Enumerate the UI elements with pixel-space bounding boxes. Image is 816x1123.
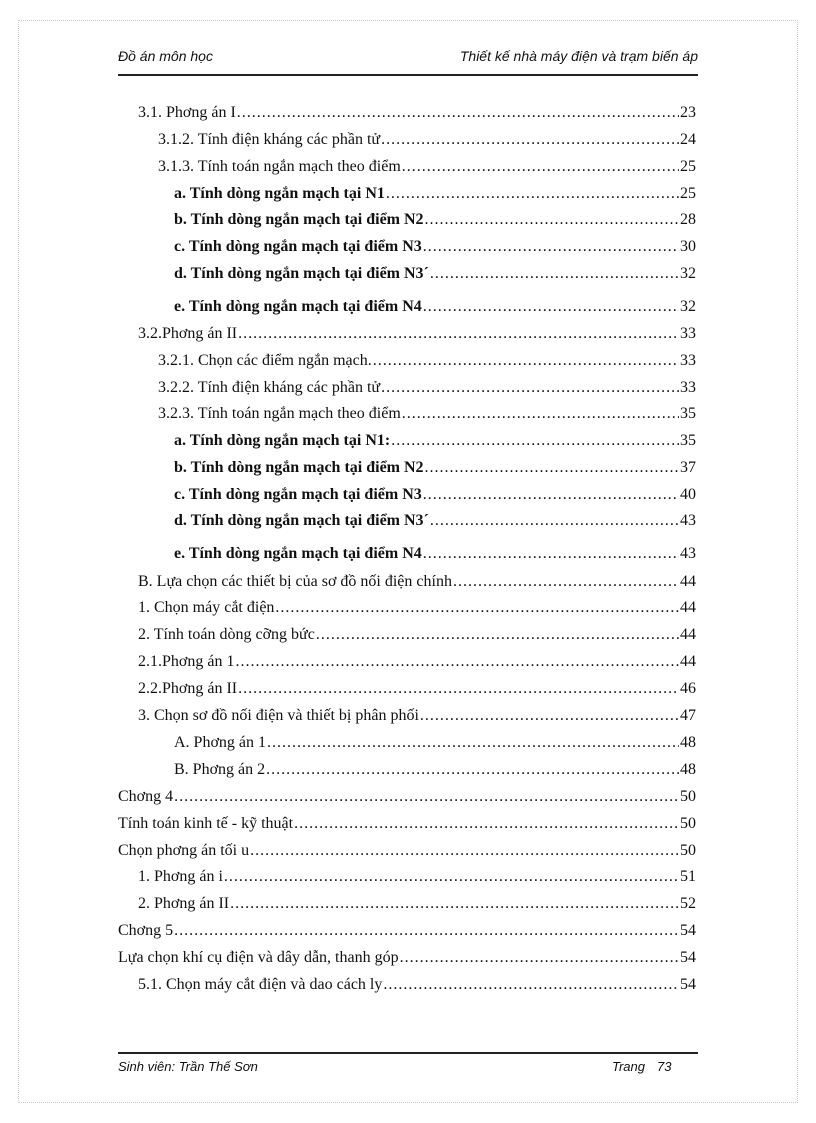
footer-page-label: Trang [612, 1059, 645, 1074]
toc-entry[interactable] [174, 761, 696, 783]
toc-entry-page: 25 [680, 185, 696, 202]
toc-dot-leader [174, 922, 679, 940]
toc-entry-page: 33 [680, 379, 696, 396]
toc-dot-leader [423, 486, 679, 504]
toc-dot-leader [316, 626, 679, 644]
toc-entry-label: 3.2.Phơng án II [138, 325, 238, 342]
toc-entry-label: d. Tính dòng ngắn mạch tại điểm N3ˊ [174, 512, 429, 529]
toc-entry[interactable] [118, 788, 696, 810]
toc-entry-label: c. Tính dòng ngắn mạch tại điểm N3 [174, 238, 422, 255]
footer-rule [118, 1052, 698, 1054]
toc-entry[interactable] [138, 573, 696, 595]
toc-entry[interactable] [174, 211, 696, 233]
toc-dot-leader [430, 265, 679, 283]
toc-entry-label: 3.2.3. Tính toán ngắn mạch theo điểm [158, 405, 401, 422]
toc-entry-label: Lựa chọn khí cụ điện và dây dẫn, thanh góp [118, 949, 399, 966]
toc-entry-page: 35 [680, 432, 696, 449]
toc-dot-leader [174, 788, 679, 806]
toc-entry[interactable] [174, 185, 696, 207]
toc-entry-label: Tính toán kinh tế - kỹ thuật [118, 815, 294, 832]
toc-dot-leader [373, 352, 679, 370]
toc-entry[interactable] [174, 545, 696, 567]
toc-entry-page: 23 [680, 104, 696, 121]
toc-entry[interactable] [158, 405, 696, 427]
toc-entry-label: 1. Chọn máy cắt điện [138, 599, 275, 616]
toc-dot-leader [420, 707, 679, 725]
toc-entry[interactable] [174, 459, 696, 481]
toc-entry[interactable] [118, 949, 696, 971]
toc-dot-leader [266, 761, 679, 779]
toc-entry-page: 50 [680, 815, 696, 832]
toc-entry-page: 28 [680, 211, 696, 228]
toc-entry-label: Chọn phơng án tối u [118, 842, 250, 859]
toc-entry[interactable] [158, 131, 696, 153]
footer-page-number: 73 [657, 1059, 672, 1074]
toc-entry[interactable] [118, 815, 696, 837]
toc-entry-label: e. Tính dòng ngắn mạch tại điểm N4 [174, 298, 422, 315]
toc-entry-page: 35 [680, 405, 696, 422]
toc-dot-leader [237, 104, 679, 122]
toc-entry-label: a. Tính dòng ngắn mạch tại N1 [174, 185, 385, 202]
toc-dot-leader [224, 868, 679, 886]
toc-entry-page: 24 [680, 131, 696, 148]
toc-dot-leader [238, 325, 679, 343]
toc-dot-leader [250, 842, 679, 860]
toc-entry-label: d. Tính dòng ngắn mạch tại điểm N3ˊ [174, 265, 429, 282]
toc-dot-leader [391, 432, 679, 450]
toc-entry[interactable] [174, 486, 696, 508]
toc-entry-page: 52 [680, 895, 696, 912]
toc-entry[interactable] [138, 599, 696, 621]
toc-entry[interactable] [174, 298, 696, 320]
toc-entry-label: B. Phơng án 2 [174, 761, 266, 778]
toc-entry[interactable] [174, 512, 696, 534]
toc-dot-leader [381, 379, 679, 397]
toc-entry-label: a. Tính dòng ngắn mạch tại N1: [174, 432, 391, 449]
toc-entry-label: 2.2.Phơng án II [138, 680, 238, 697]
toc-entry-label: 3. Chọn sơ đồ nối điện và thiết bị phân phối [138, 707, 419, 724]
toc-dot-leader [267, 734, 679, 752]
toc-dot-leader [400, 949, 679, 967]
toc-entry[interactable] [174, 238, 696, 260]
header-right: Thiết kế nhà máy điện và trạm biến áp [459, 48, 698, 64]
toc-dot-leader [402, 158, 679, 176]
toc-entry-page: 44 [680, 599, 696, 616]
toc-entry-label: 2. Tính toán dòng cỡng bức [138, 626, 315, 643]
toc-entry-label: 1. Phơng án i [138, 868, 223, 885]
toc-entry-page: 43 [680, 545, 696, 562]
toc-entry[interactable] [138, 626, 696, 648]
toc-entry[interactable] [118, 842, 696, 864]
toc-dot-leader [235, 653, 679, 671]
toc-entry[interactable] [138, 868, 696, 890]
toc-entry-label: 3.1.3. Tính toán ngắn mạch theo điểm [158, 158, 401, 175]
toc-entry[interactable] [118, 922, 696, 944]
toc-entry-label: b. Tính dòng ngắn mạch tại điểm N2 [174, 211, 424, 228]
toc-entry-label: Chơng 5 [118, 922, 174, 939]
toc-dot-leader [425, 211, 679, 229]
toc-entry-label: 3.1.2. Tính điện kháng các phần tử [158, 131, 381, 148]
toc-dot-leader [381, 131, 679, 149]
toc-entry-page: 40 [680, 486, 696, 503]
header-rule [118, 74, 698, 76]
toc-dot-leader [294, 815, 679, 833]
footer-page [612, 1059, 671, 1074]
toc-entry-label: B. Lựa chọn các thiết bị của sơ đồ nối điện chính [138, 573, 452, 590]
toc-entry[interactable] [138, 325, 696, 347]
footer-student: Sinh viên: Trần Thế Sơn [118, 1059, 258, 1074]
toc-dot-leader [423, 545, 679, 563]
toc-entry-page: 54 [680, 976, 696, 993]
toc-entry-page: 33 [680, 325, 696, 342]
toc-entry-page: 33 [680, 352, 696, 369]
toc-entry-page: 50 [680, 842, 696, 859]
toc-dot-leader [238, 680, 679, 698]
toc-entry-page: 50 [680, 788, 696, 805]
toc-entry-page: 51 [680, 868, 696, 885]
toc-dot-leader [383, 976, 679, 994]
header-left: Đồ án môn học [118, 48, 213, 64]
toc-entry-label: 2. Phơng án II [138, 895, 230, 912]
toc-entry-label: c. Tính dòng ngắn mạch tại điểm N3 [174, 486, 422, 503]
toc-entry[interactable] [138, 895, 696, 917]
toc-dot-leader [275, 599, 679, 617]
toc-entry-page: 37 [680, 459, 696, 476]
toc-entry-label: A. Phơng án 1 [174, 734, 267, 751]
toc-entry[interactable] [158, 352, 696, 374]
toc-entry[interactable] [138, 680, 696, 702]
toc-entry[interactable] [138, 104, 696, 126]
toc-entry[interactable] [138, 653, 696, 675]
toc-entry-page: 54 [680, 949, 696, 966]
toc-entry-page: 48 [680, 761, 696, 778]
toc-dot-leader [230, 895, 679, 913]
toc-entry-page: 44 [680, 626, 696, 643]
toc-entry-page: 32 [680, 298, 696, 315]
toc-entry[interactable] [174, 734, 696, 756]
toc-dot-leader [423, 238, 679, 256]
toc-entry-page: 48 [680, 734, 696, 751]
toc-dot-leader [423, 298, 679, 316]
toc-entry-label: e. Tính dòng ngắn mạch tại điểm N4 [174, 545, 422, 562]
toc-entry-label: 5.1. Chọn máy cắt điện và dao cách ly [138, 976, 383, 993]
page-header [118, 48, 698, 64]
toc-entry-page: 30 [680, 238, 696, 255]
toc-entry-page: 44 [680, 573, 696, 590]
toc-entry-page: 44 [680, 653, 696, 670]
toc-entry-label: b. Tính dòng ngắn mạch tại điểm N2 [174, 459, 424, 476]
toc-entry-page: 47 [680, 707, 696, 724]
toc-dot-leader [453, 573, 679, 591]
toc-entry-page: 25 [680, 158, 696, 175]
toc-entry-label: 2.1.Phơng án 1 [138, 653, 235, 670]
toc-entry-page: 43 [680, 512, 696, 529]
toc-entry-page: 32 [680, 265, 696, 282]
toc-dot-leader [402, 405, 679, 423]
toc-entry[interactable] [158, 379, 696, 401]
toc-dot-leader [425, 459, 679, 477]
toc-entry[interactable] [138, 707, 696, 729]
toc-entry-page: 54 [680, 922, 696, 939]
toc-entry-label: Chơng 4 [118, 788, 174, 805]
toc-entry-page: 46 [680, 680, 696, 697]
toc-entry-label: 3.2.1. Chọn các điểm ngắn mạch. [158, 352, 372, 369]
toc-entry[interactable] [158, 158, 696, 180]
toc-dot-leader [386, 185, 679, 203]
toc-entry[interactable] [138, 976, 696, 998]
toc-entry[interactable] [174, 265, 696, 287]
toc-entry[interactable] [174, 432, 696, 454]
toc-entry-label: 3.2.2. Tính điện kháng các phần tử [158, 379, 381, 396]
toc-entry-label: 3.1. Phơng án I [138, 104, 236, 121]
toc-dot-leader [430, 512, 679, 530]
